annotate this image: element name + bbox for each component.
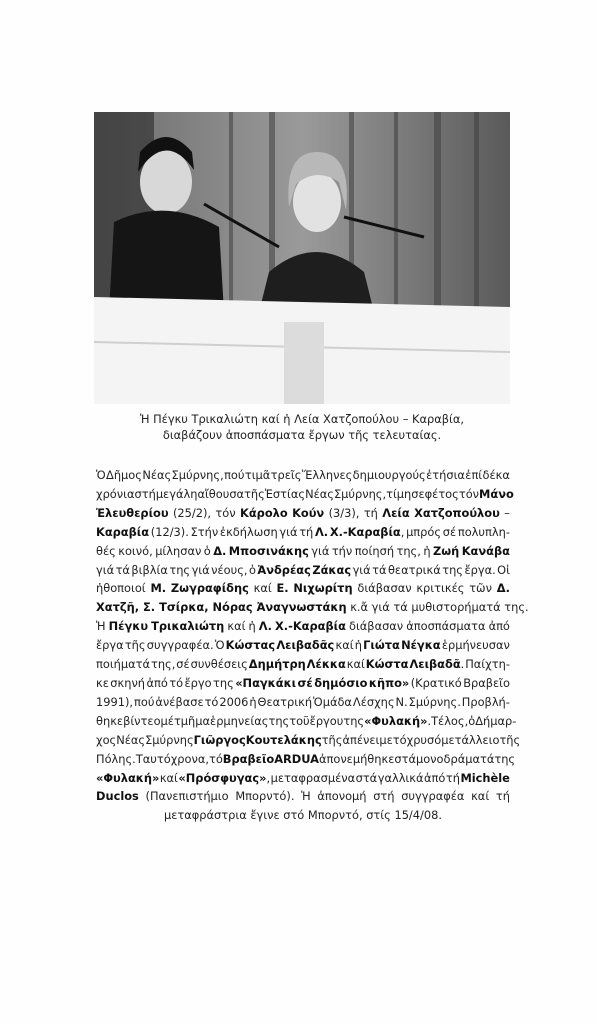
word: μεταφρασμένα	[270, 770, 356, 785]
word: φέτος	[424, 486, 459, 501]
word: κριτικές	[416, 581, 465, 596]
word: δημόσιο	[314, 675, 368, 690]
word: τά	[372, 562, 387, 577]
word: Ἡ	[301, 789, 311, 804]
word: καί	[159, 770, 178, 785]
word: Κάρολο	[240, 505, 288, 520]
word: Κουτελάκης	[245, 732, 322, 747]
word: μπρός	[406, 524, 442, 539]
word: «Φυλακή».	[364, 713, 432, 728]
word: γιά	[191, 562, 210, 577]
text-line	[96, 636, 510, 655]
word: δημιουργούς	[352, 468, 426, 482]
text: κ.ἄ γιά τά μυθιστορήματά της.	[346, 600, 529, 615]
word: Χ.-Καραβία	[275, 619, 346, 634]
word: Ὁμάδα	[313, 694, 352, 709]
word: Ἑστίας	[264, 486, 306, 501]
word: Γιώτα	[363, 638, 400, 653]
word: Τρικαλιώτη	[151, 619, 225, 634]
word: «Φυλακή»	[96, 770, 160, 785]
event-photo	[94, 112, 510, 404]
text-line	[96, 712, 517, 731]
word: τό	[169, 675, 184, 690]
word: Κούν	[292, 505, 325, 520]
text-line	[96, 731, 521, 750]
word: δέκα	[482, 468, 510, 482]
word: ἐτήσια	[426, 468, 465, 482]
word: κῆπο»	[368, 675, 410, 690]
word: σκηνή	[110, 675, 146, 690]
word: ἀπένειμε	[342, 732, 393, 747]
word: θεατρικά	[387, 562, 441, 577]
word: Σμύρνης.	[408, 694, 461, 709]
word: –	[504, 505, 510, 520]
word: Νέας	[142, 468, 172, 482]
word: τίμησε	[386, 486, 425, 501]
word: Δημήτρη	[248, 657, 306, 672]
word: τή	[445, 770, 460, 785]
word: 2006	[219, 694, 249, 709]
word: διάβασαν	[357, 581, 412, 596]
word: μέ	[160, 713, 174, 728]
word: Δ.	[496, 581, 510, 596]
word: τιμᾶ	[244, 468, 271, 482]
word: τή	[299, 524, 314, 539]
word: συγγραφέα	[401, 789, 465, 804]
word: Παίχτη-	[465, 657, 510, 672]
word: Σμύρνης	[145, 732, 194, 747]
caption-line-2: διαβάζουν ἀποσπάσματα ἔργων τῆς τελευταίας.	[162, 428, 442, 442]
word: τῆς	[124, 638, 146, 653]
photo-caption	[94, 411, 510, 443]
word: 1991),	[96, 694, 134, 709]
word: καί	[253, 581, 272, 596]
word: τρεῖς	[270, 468, 302, 482]
word: Ἡ	[96, 619, 106, 634]
word: μονοδράματά	[415, 751, 495, 766]
word: (Κρατικό	[410, 675, 462, 690]
word: τοῦ	[289, 713, 310, 728]
text-line	[96, 769, 510, 788]
word: Βραβεῖο	[463, 675, 510, 690]
word: της	[169, 562, 191, 577]
word: ἔργο	[184, 675, 212, 690]
word: Στήν	[190, 524, 219, 539]
word: βίντεο	[123, 713, 161, 728]
word: τῶν	[469, 581, 492, 596]
word: της	[494, 751, 516, 766]
word: ἔργου	[309, 713, 344, 728]
word: της	[268, 713, 290, 728]
word: γιά	[311, 543, 330, 558]
word: Νιχωρίτη	[293, 581, 353, 596]
word: Οἱ	[497, 562, 510, 577]
word: τά	[115, 562, 130, 577]
word: γαλλικά	[377, 770, 424, 785]
word: ἐκδήλωση	[219, 524, 278, 539]
text-line	[96, 542, 510, 561]
word: πού	[134, 694, 155, 709]
word: τμῆμα	[173, 713, 211, 728]
word: Δήμαρ-	[475, 713, 517, 728]
word: Νέγκα	[401, 638, 441, 653]
text-line	[96, 674, 510, 693]
word: Νέας	[116, 732, 146, 747]
word: στά	[355, 770, 378, 785]
word: κε	[96, 675, 109, 690]
word: πού	[224, 468, 245, 482]
text-line	[96, 787, 510, 806]
word: Καραβία	[96, 524, 150, 539]
word: ἔργα	[96, 638, 124, 653]
word: μίλησαν	[155, 543, 202, 558]
word: Νέας	[305, 486, 334, 501]
word: κοινό,	[118, 543, 153, 558]
word: Μ.	[150, 581, 167, 596]
word: καί	[346, 657, 365, 672]
word: ἀπό	[146, 675, 168, 690]
word: χρυσό	[406, 732, 442, 747]
word: χος	[96, 732, 117, 747]
word: τῆς	[499, 732, 521, 747]
word: βιβλία	[131, 562, 168, 577]
word: Μποσινάκης	[228, 543, 309, 558]
word: Λέκκα	[306, 657, 346, 672]
word: σέ	[297, 675, 313, 690]
word: Γιῶργος	[193, 732, 246, 747]
word: πολυπλη-	[457, 524, 510, 539]
word: ἀποσπάσματα	[406, 619, 486, 634]
word: Ἐλευθερίου	[96, 505, 169, 520]
word: Δῆμος	[106, 468, 142, 482]
word: συνθέσεις	[190, 657, 248, 672]
word: Σμύρνης,	[171, 468, 224, 482]
bold-text: Χατζῆ, Σ. Τσίρκα, Νόρας Ἀναγνωστάκη	[96, 600, 347, 615]
word: Ὁ	[214, 638, 225, 653]
word: σέ	[442, 524, 457, 539]
word: τόν	[215, 505, 236, 520]
word: ποιήματά	[96, 657, 151, 672]
word: Ζάκας	[312, 562, 352, 577]
text-line	[96, 806, 510, 825]
text-line	[96, 617, 510, 636]
word: της,	[150, 657, 176, 672]
word: Τέλος,	[431, 713, 469, 728]
text-line	[96, 655, 510, 674]
word: νέους,	[211, 562, 248, 577]
word: Βραβεῖο	[222, 751, 275, 766]
word: (12/3).	[150, 524, 189, 539]
word: ἡ	[423, 543, 431, 558]
word: Πέγκυ	[108, 619, 149, 634]
word: της	[213, 675, 234, 690]
word: χρόνια	[96, 486, 135, 501]
word: Λ.	[314, 524, 329, 539]
word: Ζωγραφίδης	[170, 581, 249, 596]
word: Λέσχης	[352, 694, 395, 709]
word: (Πανεπιστήμιο	[145, 789, 229, 804]
word: (3/3),	[328, 505, 360, 520]
text-line	[96, 561, 510, 580]
word: ἑρμήνευσαν	[441, 638, 510, 653]
word: Χατζοπούλου	[414, 505, 500, 520]
word: Λ.	[258, 619, 272, 634]
word: στά	[394, 751, 416, 766]
word: Προβλή-	[461, 694, 510, 709]
word: γιά	[352, 562, 371, 577]
word: ἀπονομή	[317, 789, 367, 804]
word: Λεία	[382, 505, 410, 520]
word: τήν	[331, 543, 353, 558]
word: τή	[495, 789, 510, 804]
word: ἀπό	[424, 770, 446, 785]
word: θές	[96, 543, 116, 558]
word: ὁ	[468, 713, 476, 728]
word: ὁ	[248, 562, 256, 577]
word: καί	[335, 638, 354, 653]
word: Ἀνδρέας	[257, 562, 311, 577]
word: ἀπό	[488, 619, 510, 634]
word: τόν	[458, 486, 480, 501]
text-line	[96, 504, 510, 523]
word: ἀνέβασε	[155, 694, 204, 709]
text: μεταφράστρια ἔγινε στό Μπορντό, στίς 15/4/08.	[164, 808, 442, 823]
photo-two-women-at-table-icon	[94, 112, 510, 404]
word: στή	[134, 486, 156, 501]
word: σέ	[176, 657, 190, 672]
word: Θεατρική	[257, 694, 313, 709]
text-run	[96, 598, 529, 617]
word: τῆς	[244, 486, 265, 501]
word: Μπορντό).	[235, 789, 295, 804]
word: Σμύρνης,	[333, 486, 387, 501]
word: Λειβαδᾶ.	[409, 657, 465, 672]
word: Κανάβα	[461, 543, 510, 558]
word: γιά	[96, 562, 115, 577]
word: ἡ	[249, 694, 257, 709]
word: ἑρμηνείας	[210, 713, 269, 728]
word: Κώστα	[365, 657, 409, 672]
word: ἀπονεμήθηκε	[318, 751, 395, 766]
word: ἡ	[248, 619, 256, 634]
word: ἡ	[354, 638, 362, 653]
word: Ἕλληνες	[301, 468, 353, 482]
caption-line-1: Ἡ Πέγκυ Τρικαλιώτη καί ἡ Λεία Χατζοπούλου – Καραβία,	[139, 412, 465, 426]
text-line	[96, 693, 510, 712]
text-line	[96, 485, 514, 504]
word: τό	[392, 732, 407, 747]
word: συγγραφέα.	[146, 638, 214, 653]
word: Κώστας	[225, 638, 276, 653]
word: ὁ	[203, 543, 211, 558]
word: ARDUA	[274, 751, 319, 766]
word: «Πρόσφυγας»,	[178, 770, 271, 785]
word: της	[442, 562, 463, 577]
word: τῆς	[321, 732, 343, 747]
text-line	[96, 750, 516, 769]
article-body	[96, 466, 529, 825]
word: Duclos	[96, 789, 139, 804]
word: Michèle	[460, 770, 510, 785]
word: Ν.	[395, 694, 408, 709]
word: μετάλλειο	[441, 732, 500, 747]
word: τή	[363, 505, 378, 520]
word: Ταυτόχρονα,	[135, 751, 209, 766]
word: ποίησή	[354, 543, 395, 558]
word: αἴθουσα	[197, 486, 245, 501]
word: Χ.-Καραβία,	[329, 524, 405, 539]
text-line	[96, 466, 510, 485]
word: τό	[208, 751, 223, 766]
word: «Παγκάκι	[235, 675, 297, 690]
word: Λειβαδᾶς	[276, 638, 335, 653]
text-line	[96, 598, 529, 617]
word: της	[343, 713, 365, 728]
text-run	[164, 806, 442, 825]
word: διάβασαν	[348, 619, 404, 634]
word: Ζωή	[432, 543, 460, 558]
word: θηκε	[96, 713, 124, 728]
text-line	[96, 579, 510, 598]
word: μεγάλη	[155, 486, 198, 501]
word: στή	[373, 789, 395, 804]
word: καί	[471, 789, 490, 804]
word: ἐπί	[465, 468, 483, 482]
text-line	[96, 523, 510, 542]
word: Ε.	[276, 581, 289, 596]
word: Μάνο	[479, 486, 514, 501]
word: ἔργα.	[464, 562, 496, 577]
word: της,	[396, 543, 421, 558]
word: γιά	[279, 524, 298, 539]
word: Δ.	[213, 543, 227, 558]
word: (25/2),	[172, 505, 212, 520]
word: Ὁ	[96, 468, 106, 482]
word: ἠθοποιοί	[96, 581, 146, 596]
word: καί	[227, 619, 246, 634]
word: τό	[204, 694, 219, 709]
word: Πόλης.	[96, 751, 136, 766]
